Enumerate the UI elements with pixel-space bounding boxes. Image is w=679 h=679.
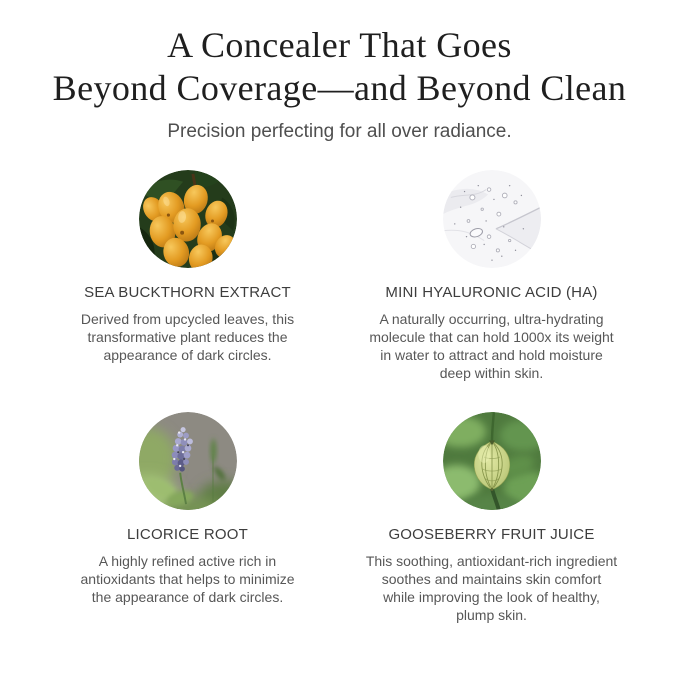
ingredient-name: SEA BUCKTHORN EXTRACT [84, 284, 291, 302]
description-line: the appearance of dark circles. [91, 589, 284, 606]
ingredient-description [369, 310, 613, 382]
description-line: antioxidants that helps to minimize [80, 571, 295, 588]
description-line: molecule that can hold 1000x its weight [369, 329, 614, 346]
page-title [0, 24, 679, 110]
ingredient-name: MINI HYALURONIC ACID (HA) [385, 284, 598, 302]
licorice-flower-photo [139, 412, 237, 510]
description-line: in water to attract and hold moisture [380, 347, 603, 364]
gooseberry-fruit-photo [443, 412, 541, 510]
ingredient-name: GOOSEBERRY FRUIT JUICE [388, 526, 595, 544]
ingredient-card-hyaluronic-acid [340, 170, 644, 382]
ingredient-description [81, 552, 295, 606]
description-line: appearance of dark circles. [103, 347, 272, 364]
ingredient-card-licorice-root [36, 412, 340, 624]
hyaluronic-acid-gel-photo [443, 170, 541, 268]
ingredient-card-gooseberry [340, 412, 644, 624]
ingredient-description [366, 552, 617, 624]
description-line: A naturally occurring, ultra-hydrating [379, 311, 604, 328]
ingredient-description [81, 310, 294, 364]
description-line: A highly refined active rich in [98, 553, 277, 570]
sea-buckthorn-berries-photo [139, 170, 237, 268]
page-title-line2: Beyond Coverage—and Beyond Clean [52, 68, 627, 109]
page-subtitle: Precision perfecting for all over radiance. [167, 121, 512, 143]
description-line: This soothing, antioxidant-rich ingredient [365, 553, 618, 570]
description-line: while improving the look of healthy, [383, 589, 600, 606]
description-line: soothes and maintains skin comfort [381, 571, 602, 588]
ingredient-name: LICORICE ROOT [127, 526, 248, 544]
ingredient-card-sea-buckthorn [36, 170, 340, 382]
ingredients-grid [36, 170, 644, 624]
description-line: transformative plant reduces the [87, 329, 288, 346]
description-line: deep within skin. [439, 365, 544, 382]
page-title-line1: A Concealer That Goes [167, 25, 512, 65]
description-line: plump skin. [456, 607, 527, 624]
description-line: Derived from upcycled leaves, this [80, 311, 295, 328]
